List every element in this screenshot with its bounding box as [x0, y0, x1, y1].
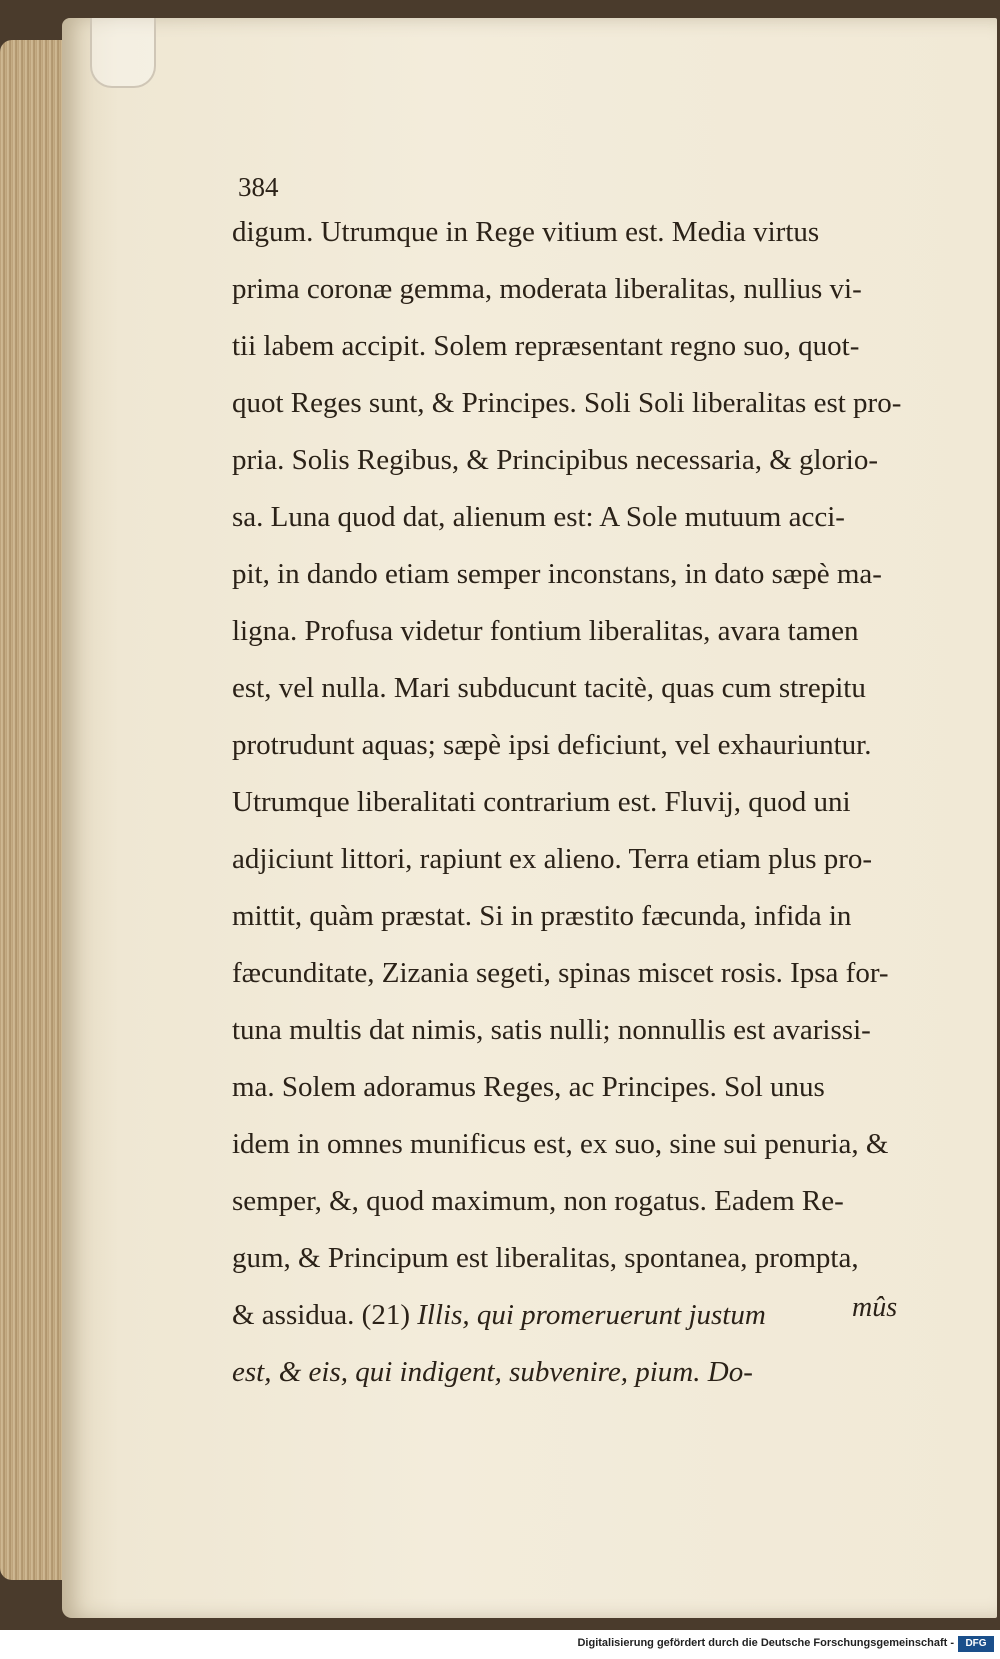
text-line-2: prima coronæ gemma, moderata liberalitas, nullius vi- — [232, 273, 862, 305]
text-line-15: tuna multis dat nimis, satis nulli; nonnullis est avarissi- — [232, 1014, 871, 1046]
text-line-13: mittit, quàm præstat. Si in præstito fæcunda, infida in — [232, 900, 852, 932]
text-line-5: pria. Solis Regibus, & Principibus necessaria, & glorio- — [232, 444, 878, 476]
page-tab-marker — [90, 18, 156, 88]
text-line-8: ligna. Profusa videtur fontium liberalitas, avara tamen — [232, 615, 859, 647]
funding-credit: Digitalisierung gefördert durch die Deutsche Forschungsgemeinschaft - — [577, 1637, 954, 1649]
text-line-20-roman: & assidua. (21) — [232, 1299, 418, 1331]
text-line-1: digum. Utrumque in Rege vitium est. Media virtus — [232, 216, 820, 248]
text-line-10: protrudunt aquas; sæpè ipsi deficiunt, vel exhauriuntur. — [232, 729, 872, 761]
text-line-3: tii labem accipit. Solem repræsentant regno suo, quot- — [232, 330, 860, 362]
page-body-text — [232, 204, 930, 1401]
text-line-17: idem in omnes munificus est, ex suo, sine sui penuria, & — [232, 1128, 889, 1160]
book-page-edges — [0, 40, 70, 1580]
footer-bar — [0, 1630, 1000, 1659]
dfg-logo-icon: DFG — [958, 1636, 994, 1652]
text-line-19: gum, & Principum est liberalitas, spontanea, prompta, — [232, 1242, 859, 1274]
text-line-7: pit, in dando etiam semper inconstans, in dato sæpè ma- — [232, 558, 882, 590]
text-line-16: ma. Solem adoramus Reges, ac Principes. Sol unus — [232, 1071, 825, 1103]
text-line-18: semper, &, quod maximum, non rogatus. Eadem Re- — [232, 1185, 844, 1217]
catchword: mûs — [852, 1292, 898, 1323]
text-line-4: quot Reges sunt, & Principes. Soli Soli liberalitas est pro- — [232, 387, 902, 419]
page-number: 384 — [238, 172, 279, 202]
text-line-11: Utrumque liberalitati contrarium est. Fluvij, quod uni — [232, 786, 851, 818]
text-line-21: est, & eis, qui indigent, subvenire, pium. Do- — [232, 1356, 753, 1388]
text-line-20 — [232, 1287, 930, 1344]
text-line-12: adjiciunt littori, rapiunt ex alieno. Terra etiam plus pro- — [232, 843, 873, 875]
text-line-14: fæcunditate, Zizania segeti, spinas miscet rosis. Ipsa for- — [232, 957, 889, 989]
text-line-9: est, vel nulla. Mari subducunt tacitè, quas cum strepitu — [232, 672, 866, 704]
text-line-6: sa. Luna quod dat, alienum est: A Sole mutuum acci- — [232, 501, 845, 533]
text-line-20-italic: Illis, qui promeruerunt justum — [417, 1299, 766, 1331]
